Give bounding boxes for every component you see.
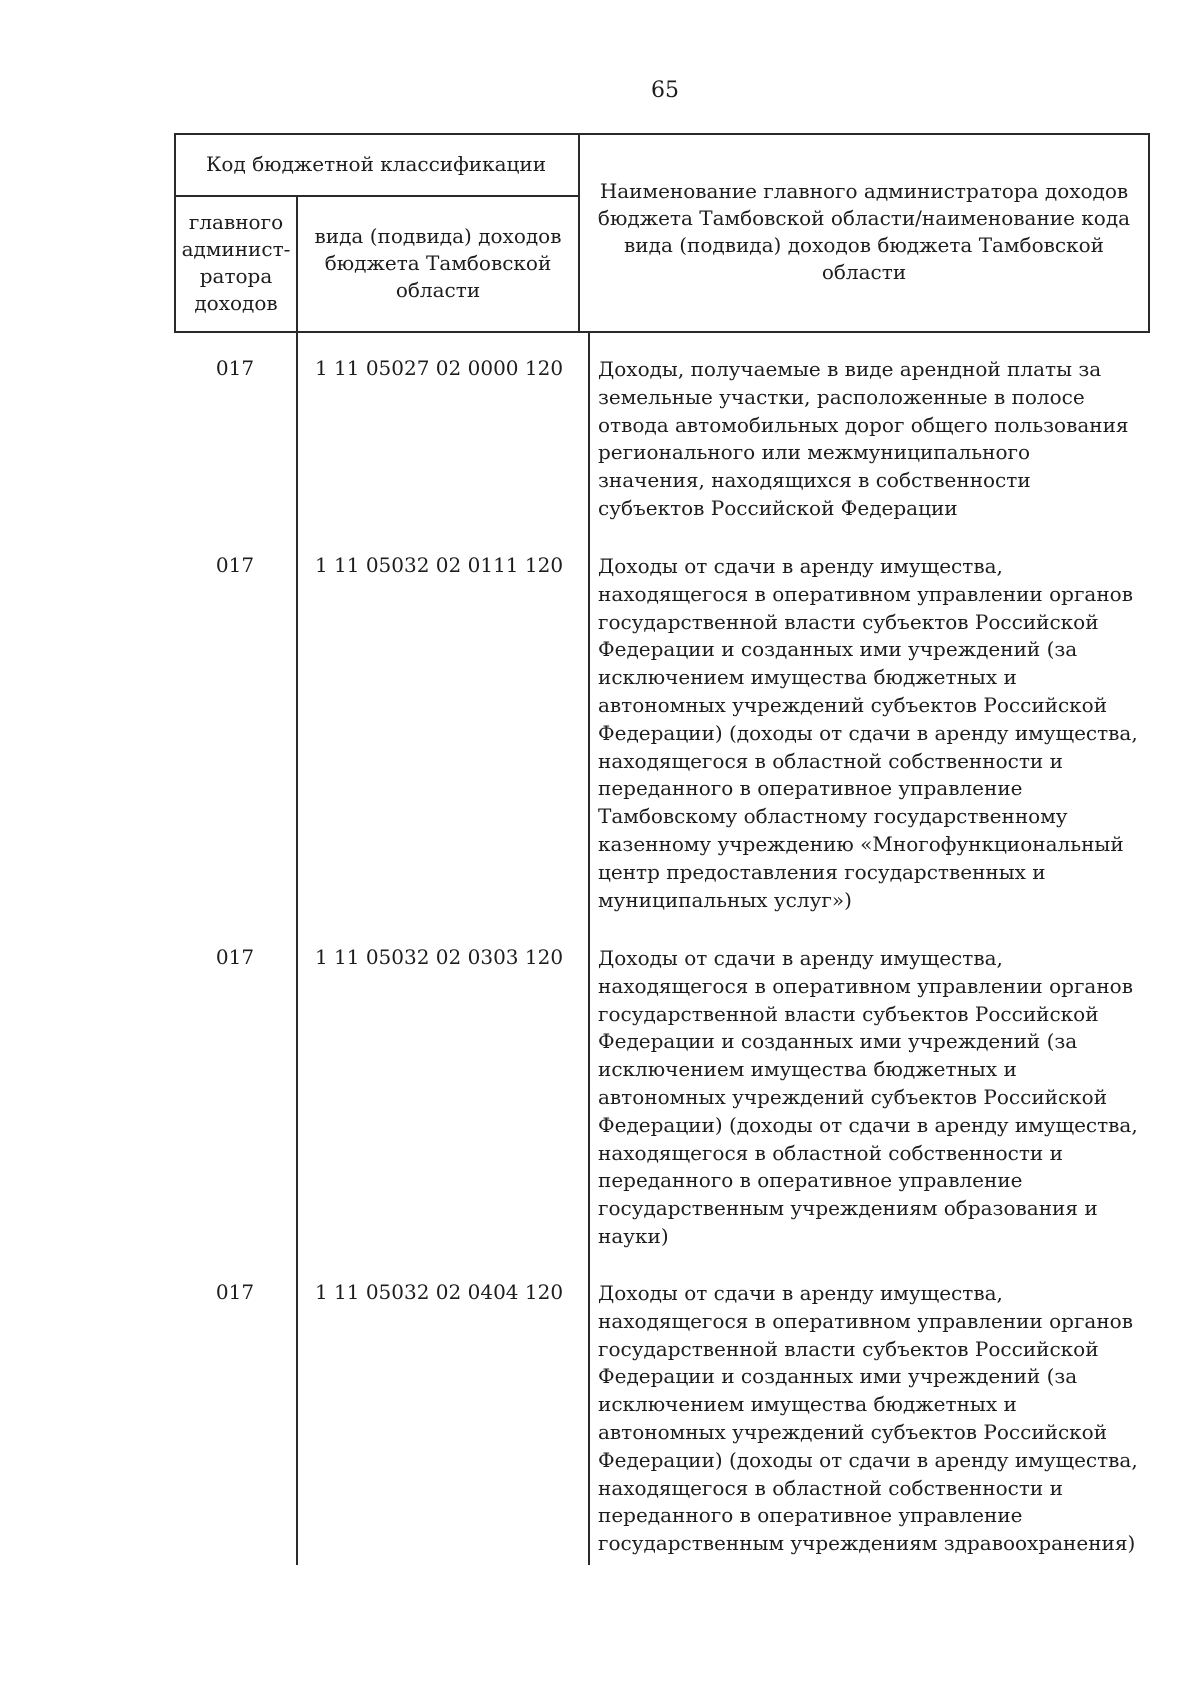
row-admin-code: 017 [215, 945, 255, 969]
header-col-code: вида (подвида) доходов бюджета Тамбовской области [314, 223, 562, 302]
page-number: 65 [651, 78, 679, 103]
row-income-code: 1 11 05032 02 0303 120 [314, 945, 564, 969]
row-admin-code: 017 [215, 356, 255, 380]
row-income-name: Доходы от сдачи в аренду имущества, находящегося в оперативном управлении органов государственной власти субъектов Российской Федерации и созданных ими учреждений (за исключением имущества бюджетных и автономных учреждений субъектов Российской Федерации) (доходы от сдачи в аренду имущества, находящегося в областной собственности и переданного в оперативное управление государственным учреждениям здравоохранения) [598, 1281, 1138, 1556]
header-group-title: Код бюджетной классификации [205, 151, 547, 176]
row-income-code: 1 11 05032 02 0111 120 [314, 553, 564, 577]
row-admin-code: 017 [215, 1280, 255, 1304]
column-divider-2 [588, 333, 590, 1565]
header-col-admin: главного админист-ратора доходов [181, 210, 291, 315]
header-col-name: Наименование главного администратора доходов бюджета Тамбовской области/наименование кода вида (подвида) доходов бюджета Тамбовской области [597, 179, 1131, 284]
row-income-code: 1 11 05032 02 0404 120 [314, 1280, 564, 1304]
row-admin-code: 017 [215, 553, 255, 577]
row-income-name: Доходы от сдачи в аренду имущества, находящегося в оперативном управлении органов государственной власти субъектов Российской Федерации и созданных ими учреждений (за исключением имущества бюджетных и автономных учреждений субъектов Российской Федерации) (доходы от сдачи в аренду имущества, находящегося в областной собственности и переданного в оперативное управление государственным учреждениям образования и науки) [598, 946, 1138, 1248]
table-header [174, 133, 1150, 333]
row-income-name: Доходы от сдачи в аренду имущества, находящегося в оперативном управлении органов государственной власти субъектов Российской Федерации и созданных ими учреждений (за исключением имущества бюджетных и автономных учреждений субъектов Российской Федерации) (доходы от сдачи в аренду имущества, находящегося в областной собственности и переданного в оперативное управление Тамбовскому областному государственному казенному учреждению «Многофункциональный центр предоставления государственных и муниципальных услуг») [598, 554, 1138, 912]
row-income-code: 1 11 05027 02 0000 120 [314, 356, 564, 380]
row-income-name: Доходы, получаемые в виде арендной платы за земельные участки, расположенные в полосе отвода автомобильных дорог общего пользования регионального или межмуниципального значения, находящихся в собственности субъектов Российской Федерации [598, 357, 1129, 520]
